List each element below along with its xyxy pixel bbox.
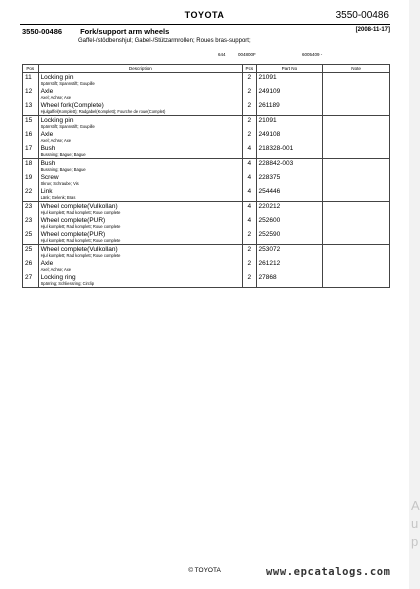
cell-part-no: 254446 — [256, 187, 323, 202]
cell-qty: 2 — [243, 273, 256, 288]
cell-qty: 2 — [243, 101, 256, 116]
cell-note — [323, 116, 390, 131]
column-header-description: Description — [38, 65, 243, 73]
table-row — [23, 130, 390, 144]
table-row — [23, 73, 390, 88]
table-row — [23, 273, 390, 288]
part-name: Wheel complete(PUR) — [40, 231, 106, 238]
parts-table-body — [23, 73, 390, 288]
cell-qty: 2 — [243, 230, 256, 245]
part-name: Locking ring — [40, 274, 76, 281]
cell-description — [38, 144, 243, 159]
cell-qty: 4 — [243, 202, 256, 217]
cell-note — [323, 159, 390, 174]
cell-note — [323, 173, 390, 187]
cell-description — [38, 116, 243, 131]
cell-qty: 2 — [243, 87, 256, 101]
table-row — [23, 187, 390, 202]
cell-description — [38, 187, 243, 202]
cell-part-no: 252600 — [256, 216, 323, 230]
cell-note — [323, 245, 390, 260]
part-name: Locking pin — [40, 74, 74, 81]
part-name: Wheel complete(Vulkollan) — [40, 203, 118, 210]
part-translations: Skruv; Schraube; Vis — [40, 181, 79, 186]
cell-part-no: 253072 — [256, 245, 323, 260]
parts-table — [22, 64, 390, 288]
cell-description — [38, 216, 243, 230]
part-translations: Axel; Achse; Axe — [40, 95, 72, 100]
cell-qty: 2 — [243, 245, 256, 260]
cell-note — [323, 101, 390, 116]
cell-pos: 17 — [23, 144, 39, 159]
cell-description — [38, 202, 243, 217]
footer-copyright: © TOYOTA — [188, 567, 221, 574]
cell-qty: 4 — [243, 216, 256, 230]
part-name: Wheel complete(Vulkollan) — [40, 246, 118, 253]
table-row — [23, 101, 390, 116]
part-name: Bush — [40, 160, 56, 167]
cell-part-no: 220212 — [256, 202, 323, 217]
cell-part-no: 228842-003 — [256, 159, 323, 174]
cell-pos: 26 — [23, 259, 39, 273]
part-translations: Axel; Achse; Axe — [40, 267, 72, 272]
cell-part-no: 252590 — [256, 230, 323, 245]
part-name: Screw — [40, 174, 59, 181]
cell-part-no: 261189 — [256, 101, 323, 116]
cell-pos: 23 — [23, 216, 39, 230]
table-row — [23, 87, 390, 101]
cell-pos: 15 — [23, 116, 39, 131]
part-translations: Hjul komplett; Rad komplett; Roue complete — [40, 238, 121, 243]
cell-pos: 12 — [23, 87, 39, 101]
cell-description — [38, 87, 243, 101]
cell-qty: 4 — [243, 159, 256, 174]
cell-description — [38, 130, 243, 144]
cell-qty: 2 — [243, 259, 256, 273]
variant-labels — [22, 51, 390, 59]
cell-description — [38, 159, 243, 174]
cell-qty: 4 — [243, 187, 256, 202]
cell-note — [323, 87, 390, 101]
side-glyph: u — [411, 516, 419, 531]
section-title: Fork/support arm wheels — [80, 27, 170, 36]
part-translations: Spärring; Schliessring; Circlip — [40, 281, 95, 286]
cell-note — [323, 202, 390, 217]
part-translations: Länk; Gelenk; Bras — [40, 195, 76, 200]
table-row — [23, 202, 390, 217]
cell-qty: 4 — [243, 173, 256, 187]
part-translations: Axel; Achse; Axe — [40, 138, 72, 143]
section-title-row — [22, 27, 390, 36]
cell-note — [323, 273, 390, 288]
part-translations: Hjul komplett; Rad komplett; Roue complete — [40, 253, 121, 258]
part-name: Axle — [40, 260, 54, 267]
cell-note — [323, 259, 390, 273]
cell-pos: 11 — [23, 73, 39, 88]
column-header-pos: Pos — [23, 65, 39, 73]
cell-part-no: 27868 — [256, 273, 323, 288]
table-row — [23, 216, 390, 230]
cell-part-no: 249109 — [256, 87, 323, 101]
side-glyph: A — [411, 498, 420, 513]
part-translations: Bussning; Bague; Bague — [40, 167, 86, 172]
cell-note — [323, 187, 390, 202]
column-header-part-no: Part No — [256, 65, 323, 73]
cell-pos: 18 — [23, 159, 39, 174]
cell-pos: 27 — [23, 273, 39, 288]
cell-note — [323, 73, 390, 88]
table-row — [23, 116, 390, 131]
part-translations: Spärrstift; Spannstift; Goupille — [40, 124, 95, 129]
cell-description — [38, 273, 243, 288]
cell-pos: 16 — [23, 130, 39, 144]
cell-note — [323, 230, 390, 245]
table-row — [23, 245, 390, 260]
part-name: Wheel fork(Complete) — [40, 102, 104, 109]
watermark-text: www.epcatalogs.com — [266, 566, 391, 578]
cell-description — [38, 173, 243, 187]
cell-pos: 23 — [23, 202, 39, 217]
section-date: [2008-11-17] — [355, 27, 390, 33]
table-row — [23, 159, 390, 174]
side-glyph: p — [411, 534, 419, 549]
cell-pos: 25 — [23, 230, 39, 245]
table-row — [23, 259, 390, 273]
brand-name: TOYOTA — [184, 10, 225, 20]
cell-description — [38, 245, 243, 260]
cell-part-no: 21091 — [256, 116, 323, 131]
cell-part-no: 249108 — [256, 130, 323, 144]
variant-label: 6005409 - — [302, 52, 323, 57]
cell-description — [38, 259, 243, 273]
part-name: Axle — [40, 88, 54, 95]
document-code: 3550-00486 — [335, 10, 389, 21]
part-translations: Hjul komplett; Rad komplett; Roue complete — [40, 224, 121, 229]
section-code: 3550-00486 — [22, 27, 63, 36]
cell-note — [323, 130, 390, 144]
cell-part-no: 261212 — [256, 259, 323, 273]
cell-part-no: 228375 — [256, 173, 323, 187]
cell-pos: 22 — [23, 187, 39, 202]
cell-description — [38, 230, 243, 245]
cell-qty: 4 — [243, 144, 256, 159]
header-rule — [20, 24, 390, 25]
part-name: Link — [40, 188, 53, 195]
table-row — [23, 144, 390, 159]
part-translations: Hjulgaffel(Komplett); Radgabel(Komplett); Fourche de roue(Complet) — [40, 109, 166, 114]
part-translations: Spärrstift; Spannstift; Goupille — [40, 81, 95, 86]
cell-pos: 25 — [23, 245, 39, 260]
part-name: Wheel complete(PUR) — [40, 217, 106, 224]
part-translations: Hjul komplett; Rad komplett; Roue complete — [40, 210, 121, 215]
table-header-row — [23, 65, 390, 73]
cell-part-no: 21091 — [256, 73, 323, 88]
cell-pos: 13 — [23, 101, 39, 116]
column-header-qty: Pcs — [243, 65, 256, 73]
table-row — [23, 173, 390, 187]
cell-qty: 2 — [243, 116, 256, 131]
table-row — [23, 230, 390, 245]
cell-part-no: 218328-001 — [256, 144, 323, 159]
part-name: Locking pin — [40, 117, 74, 124]
variant-label: 644 — [218, 52, 226, 57]
column-header-note: Note — [323, 65, 390, 73]
cell-qty: 2 — [243, 130, 256, 144]
cell-qty: 2 — [243, 73, 256, 88]
part-name: Axle — [40, 131, 54, 138]
cell-note — [323, 216, 390, 230]
cell-note — [323, 144, 390, 159]
cell-pos: 19 — [23, 173, 39, 187]
part-translations: Bussning; Bague; Bague — [40, 152, 86, 157]
section-subtitle: Gaffel-/stödbenshjul; Gabel-/Stützarmrollen; Roues bras-support; — [78, 38, 251, 44]
cell-description — [38, 73, 243, 88]
variant-label: 004800F — [238, 52, 256, 57]
part-name: Bush — [40, 145, 56, 152]
cell-description — [38, 101, 243, 116]
